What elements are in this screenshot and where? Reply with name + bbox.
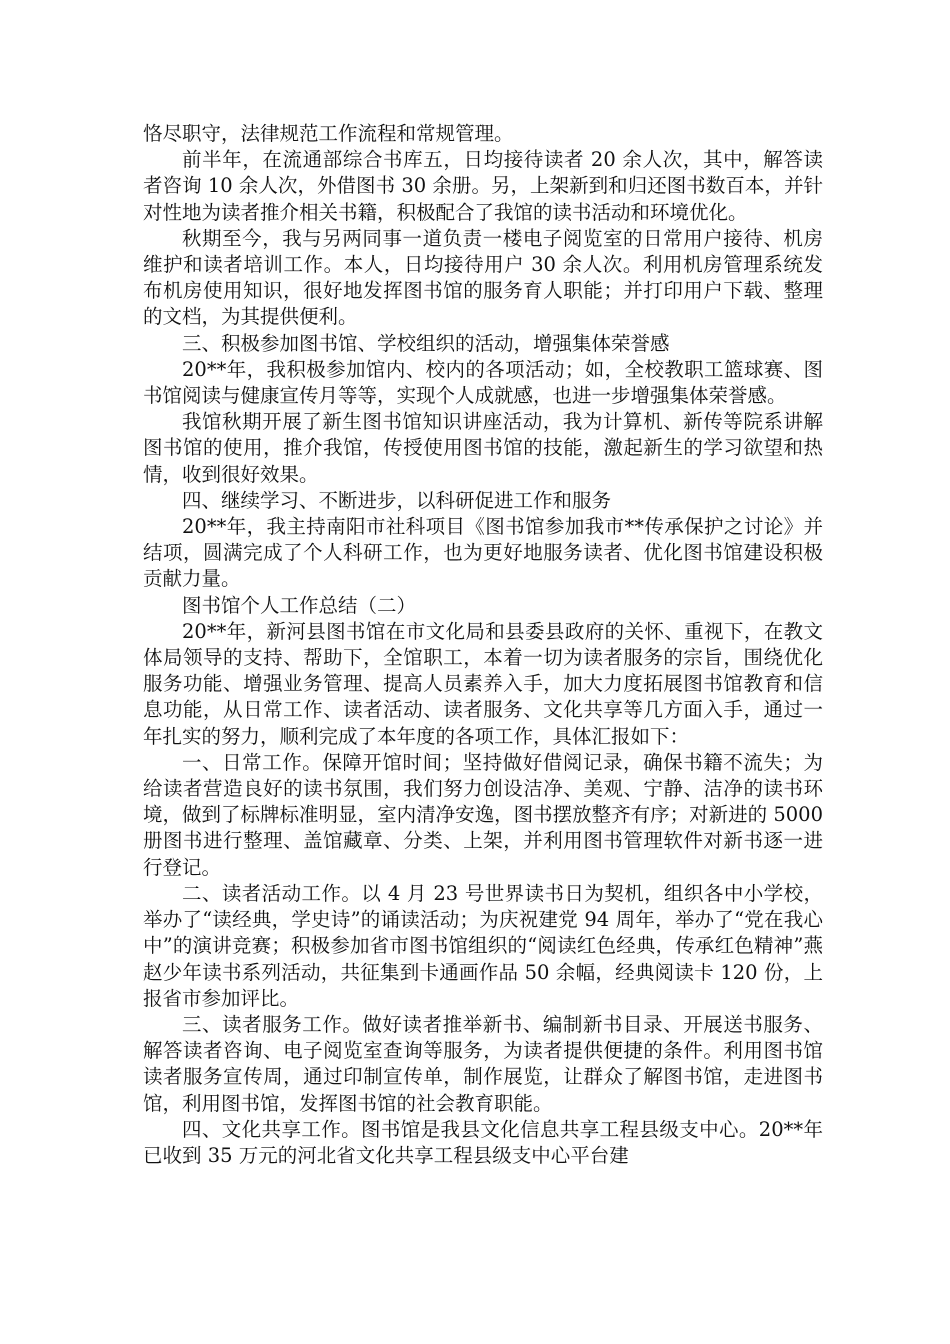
paragraph-circulation: 前半年，在流通部综合书库五，日均接待读者 20 余人次，其中，解答读者咨询 10 余人次，外借图书 30 余册。另，上架新到和归还图书数百本，并针对性地为读者推介相关书籍，积极配合了我馆的读书活动和环境优化。 <box>143 148 823 224</box>
paragraph-research: 20**年，我主持南阳市社科项目《图书馆参加我市**传承保护之讨论》并结项，圆满完成了个人科研工作，也为更好地服务读者、优化图书馆建设积极贡献力量。 <box>143 515 823 591</box>
paragraph-lectures: 我馆秋期开展了新生图书馆知识讲座活动，我为计算机、新传等院系讲解图书馆的使用，推介我馆，传授使用图书馆的技能，激起新生的学习欲望和热情，收到很好效果。 <box>143 410 823 486</box>
paragraph-activities: 20**年，我积极参加馆内、校内的各项活动；如，全校教职工篮球赛、图书馆阅读与健康宣传月等等，实现个人成就感，也进一步增强集体荣誉感。 <box>143 357 823 408</box>
paragraph-intro: 20**年，新河县图书馆在市文化局和县委县政府的关怀、重视下，在教文体局领导的支持、帮助下，全馆职工，本着一切为读者服务的宗旨，围绕优化服务功能、增强业务管理、提高人员素养入手，加大力度拓展图书馆教育和信息功能，从日常工作、读者活动、读者服务、文化共享等几方面入手，通过一年扎实的努力，顺利完成了本年度的各项工作，具体汇报如下： <box>143 619 823 748</box>
paragraph-reader-service: 三、读者服务工作。做好读者推举新书、编制新书目录、开展送书服务、解答读者咨询、电子阅览室查询等服务，为读者提供便捷的条件。利用图书馆读者服务宣传周，通过印制宣传单，制作展览，让群众了解图书馆，走进图书馆，利用图书馆，发挥图书馆的社会教育职能。 <box>143 1012 823 1115</box>
paragraph-continuation: 恪尽职守，法律规范工作流程和常规管理。 <box>143 122 514 145</box>
paragraph-reader-activities: 二、读者活动工作。以 4 月 23 号世界读书日为契机，组织各中小学校，举办了“读经典，学史诗”的诵读活动；为庆祝建党 94 周年，举办了“党在我心中”的演讲竞赛；积极参加省市图书馆组织的“阅读红色经典，传承红色精神”燕赵少年读书系列活动，共征集到卡通画作品 50 余幅，经典阅读卡 120 份，上报省市参加评比。 <box>143 881 823 1010</box>
document-subtitle: 图书馆个人工作总结（二） <box>182 593 417 617</box>
paragraph-e-reading-room: 秋期至今，我与另两同事一道负责一楼电子阅览室的日常用户接待、机房维护和读者培训工作。本人，日均接待用户 30 余人次。利用机房管理系统发布机房使用知识，很好地发挥图书馆的服务育人职能；并打印用户下载、整理的文档，为其提供便利。 <box>143 226 823 329</box>
section-heading-activities: 三、积极参加图书馆、学校组织的活动，增强集体荣誉感 <box>182 331 670 355</box>
paragraph-culture-sharing: 四、文化共享工作。图书馆是我县文化信息共享工程县级支中心。20**年已收到 35 万元的河北省文化共享工程县级支中心平台建 <box>143 1117 823 1167</box>
document-body <box>143 121 823 1169</box>
paragraph-daily-work: 一、日常工作。保障开馆时间；坚持做好借阅记录，确保书籍不流失；为给读者营造良好的读书氛围，我们努力创设洁净、美观、宁静、洁净的读书环境，做到了标牌标准明显，室内清净安逸，图书摆放整齐有序；对新进的 5000 册图书进行整理、盖馆藏章、分类、上架，并利用图书管理软件对新书逐一进行登记。 <box>143 750 823 879</box>
section-heading-study: 四、继续学习、不断进步，以科研促进工作和服务 <box>182 488 612 512</box>
